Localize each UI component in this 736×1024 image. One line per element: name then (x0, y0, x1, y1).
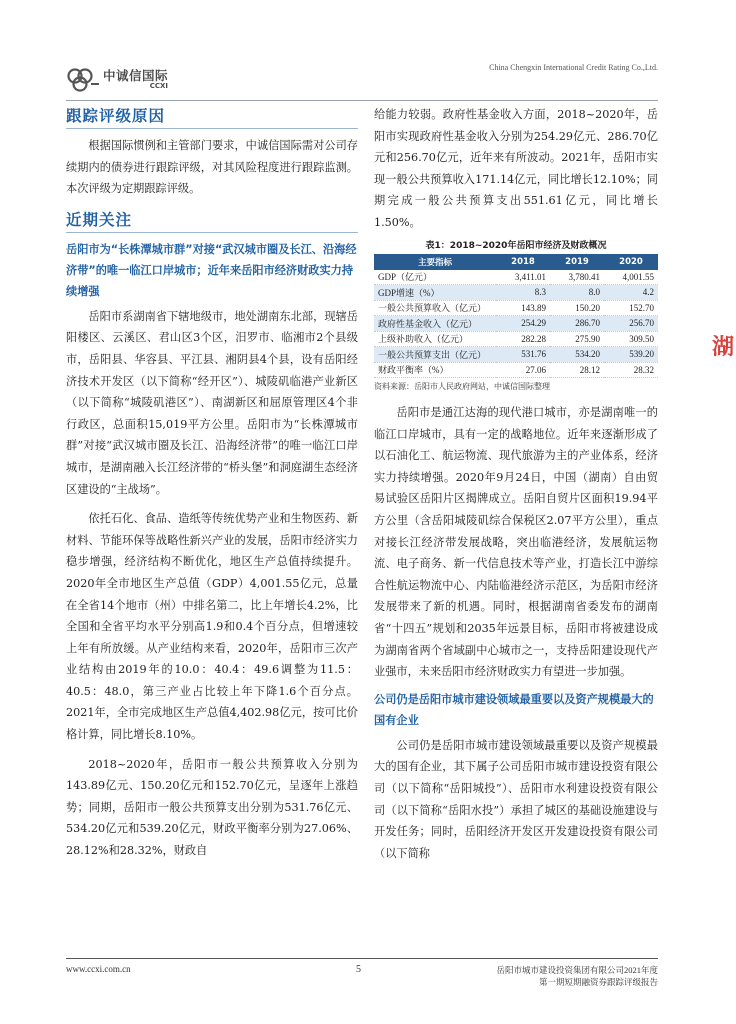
table-header-row (374, 254, 658, 270)
table-cell-label: 政府性基金收入（亿元） (374, 316, 496, 332)
section-title-tracking: 跟踪评级原因 (66, 104, 358, 129)
table-cell-2018: 254.29 (496, 316, 550, 332)
table-source-note: 资料来源：岳阳市人民政府网站，中诚信国际整理 (374, 382, 550, 392)
logo-en-text: CCXI (149, 82, 169, 91)
table-cell-2020: 256.70 (604, 316, 658, 332)
paragraph-yueyang-fiscal: 2018~2020年，岳阳市一般公共预算收入分别为143.89亿元、150.20亿元和152.70亿元，呈逐年上涨趋势；同期，岳阳市一般公共预算支出分别为531.76亿元、534.20亿元和539.20亿元，财政平衡率分别为27.06%、28.12%和28.32%，财政自 (66, 757, 358, 858)
left-column (66, 104, 358, 866)
table-header-2019: 2019 (550, 254, 604, 270)
table-header-2020: 2020 (604, 254, 658, 270)
paragraph-yueyang-strategy: 岳阳市是通江达海的现代港口城市，亦是湖南唯一的临江口岸城市，具有一定的战略地位。近年来逐渐形成了以石油化工、航运物流、现代旅游为主的产业体系，经济实力持续增强。2020年9月24日，中国（湖南）自由贸易试验区岳阳片区揭牌成立。岳阳自贸片区面积19.94平方公里（含岳阳城陵矶综合保税区2.07平方公里），重点对接长江经济带发展战略，突出临港经济，发展航运物流、电子商务、新一代信息技术等产业，打造长江中游综合性航运物流中心、内陆临港经济示范区，为岳阳市经济发展带来了新的机遇。同时，根据湖南省委发布的湖南省“十四五”规划和2035年远景目标，岳阳市将被建设成为湖南省两个省域副中心城市之一，支持岳阳建设现代产业强市，未来岳阳市经济财政实力有望进一步加强。 (374, 406, 658, 679)
table-cell-label: 财政平衡率（%） (374, 362, 496, 378)
table-row (374, 316, 658, 332)
company-english-name: China Chengxin International Credit Rating Co.,Ltd. (489, 63, 658, 72)
section-title-recent: 近期关注 (66, 208, 358, 233)
table-cell-2018: 143.89 (496, 300, 550, 316)
table-cell-2018: 531.76 (496, 347, 550, 363)
ccxi-logo-icon (66, 66, 100, 94)
table-row (374, 285, 658, 301)
table-cell-2019: 286.70 (550, 316, 604, 332)
table-cell-2019: 3,780.41 (550, 270, 604, 285)
page-header (66, 60, 658, 101)
table-cell-2019: 28.12 (550, 362, 604, 378)
paragraph-fiscal-continued: 给能力较弱。政府性基金收入方面，2018~2020年，岳阳市实现政府性基金收入分别为254.29亿元、286.70亿元和256.70亿元，近年来有所波动。2021年，岳阳市实现一般公共预算收入171.14亿元，同比增长12.10%；同期完成一般公共预算支出551.61亿元，同比增长1.50%。 (374, 108, 658, 229)
table-row (374, 270, 658, 285)
footer-report-title (496, 964, 658, 988)
table-cell-2018: 3,411.01 (496, 270, 550, 285)
table-cell-2019: 534.20 (550, 347, 604, 363)
table-cell-2018: 27.06 (496, 362, 550, 378)
table-row (374, 347, 658, 363)
table-cell-2020: 28.32 (604, 362, 658, 378)
table-row (374, 362, 658, 378)
table-cell-2019: 8.0 (550, 285, 604, 301)
logo-cn-text: 中诚信国际 (103, 67, 169, 83)
table-cell-label: 一般公共预算收入（亿元） (374, 300, 496, 316)
subheading-company-position: 公司仍是岳阳市城市建设领域最重要以及资产规模最大的国有企业 (374, 692, 654, 727)
ccxi-logo (66, 64, 168, 96)
table-title: 表1：2018~2020年岳阳市经济及财政概况 (425, 240, 607, 251)
table-cell-2020: 152.70 (604, 300, 658, 316)
table-cell-2018: 282.28 (496, 331, 550, 347)
table-cell-2019: 150.20 (550, 300, 604, 316)
table-row (374, 300, 658, 316)
table-cell-label: 一般公共预算支出（亿元） (374, 347, 496, 363)
right-column (374, 104, 658, 868)
table-cell-2019: 275.90 (550, 331, 604, 347)
footer-report-line2: 第一期短期融资券跟踪评级报告 (538, 977, 658, 987)
red-seal-stamp: 湖 (712, 334, 735, 360)
footer-page-number: 5 (356, 964, 361, 975)
table-cell-2018: 8.3 (496, 285, 550, 301)
paragraph-yueyang-economy: 依托石化、食品、造纸等传统优势产业和生物医药、新材料、节能环保等战略性新兴产业的发展，岳阳市经济实力稳步增强，经济结构不断优化，地区生产总值持续提升。2020年全市地区生产总值（GDP）4,001.55亿元，总量在全省14个地市（州）中排名第二，比上年增长4.2%，比全国和全省平均水平分别高1.9和0.4个百分点，但增速较上年有所放缓。从产业结构来看，2020年，岳阳市三次产业结构由2019年的10.0：40.4：49.6调整为11.5：40.5：48.0，第三产业占比较上年下降1.6个百分点。2021年，全市完成地区生产总值4,402.98亿元，按可比价格计算，同比增长8.10%。 (66, 512, 358, 742)
table-row (374, 331, 658, 347)
table-cell-2020: 4.2 (604, 285, 658, 301)
table-cell-2020: 4,001.55 (604, 270, 658, 285)
table-cell-label: GDP增速（%） (374, 285, 496, 301)
table-header-2018: 2018 (496, 254, 550, 270)
paragraph-tracking: 根据国际惯例和主管部门要求，中诚信国际需对公司存续期内的债券进行跟踪评级，对其风险程度进行跟踪监测。本次评级为定期跟踪评级。 (66, 139, 358, 196)
economy-finance-table (374, 254, 658, 379)
table-cell-label: 上级补助收入（亿元） (374, 331, 496, 347)
footer-website: www.ccxi.com.cn (66, 964, 131, 974)
subheading-yueyang-economy: 岳阳市为“长株潭城市群”对接“武汉城市圈及长江、沿海经济带”的唯一临江口岸城市；近年来岳阳市经济财政实力持续增强 (66, 242, 357, 298)
table-cell-label: GDP（亿元） (374, 270, 496, 285)
paragraph-company-position: 公司仍是岳阳市城市建设领域最重要以及资产规模最大的国有企业，其下属子公司岳阳市城市建设投资有限公司（以下简称“岳阳城投”）、岳阳市水利建设投资有限公司（以下简称“岳阳水投”）承担了城区的基础设施建设与开发任务；同时，岳阳经济开发区开发建设投资有限公司（以下简称 (374, 738, 658, 860)
table-cell-2020: 539.20 (604, 347, 658, 363)
page-footer (66, 958, 658, 987)
paragraph-yueyang-overview: 岳阳市系湖南省下辖地级市，地处湖南东北部，现辖岳阳楼区、云溪区、君山区3个区，汨罗市、临湘市2个县级市，岳阳县、华容县、平江县、湘阴县4个县，设有岳阳经济技术开发区（以下简称“经开区”）、城陵矶临港产业新区（以下简称“城陵矶港区”）、南湖新区和屈原管理区4个非行政区，总面积15,019平方公里。岳阳市为“长株潭城市群”对接“武汉城市圈及长江、沿海经济带”的唯一临江口岸城市，是湖南融入长江经济带的“桥头堡”和洞庭湖生态经济区建设的“主战场”。 (66, 309, 358, 496)
table-cell-2020: 309.50 (604, 331, 658, 347)
table-header-indicator: 主要指标 (374, 254, 496, 270)
footer-report-line1: 岳阳市城市建设投资集团有限公司2021年度 (496, 965, 658, 975)
